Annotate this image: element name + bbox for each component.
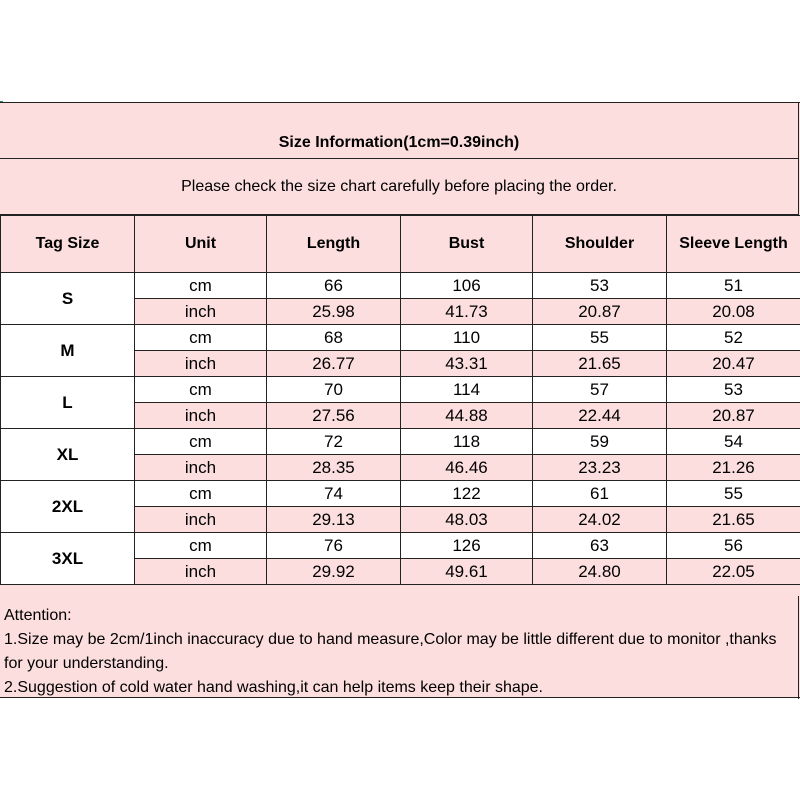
- shoulder-cell: 53: [533, 273, 667, 299]
- length-cell: 66: [267, 273, 401, 299]
- length-cell: 27.56: [267, 403, 401, 429]
- bust-cell: 43.31: [401, 351, 533, 377]
- unit-cell: inch: [135, 403, 267, 429]
- unit-cell: cm: [135, 273, 267, 299]
- unit-cell: inch: [135, 351, 267, 377]
- length-cell: 70: [267, 377, 401, 403]
- length-cell: 29.92: [267, 559, 401, 585]
- shoulder-cell: 24.02: [533, 507, 667, 533]
- unit-cell: inch: [135, 299, 267, 325]
- shoulder-cell: 23.23: [533, 455, 667, 481]
- length-cell: 68: [267, 325, 401, 351]
- unit-cell: cm: [135, 429, 267, 455]
- chart-notice: Please check the size chart carefully before placing the order.: [0, 159, 799, 215]
- table-row: [1, 325, 800, 351]
- tag-size-cell: 2XL: [1, 481, 135, 533]
- tag-size-cell: 3XL: [1, 533, 135, 585]
- unit-cell: cm: [135, 533, 267, 559]
- header-bust: Bust: [401, 216, 533, 273]
- header-shoulder: Shoulder: [533, 216, 667, 273]
- sleeve-cell: 21.65: [667, 507, 800, 533]
- unit-cell: cm: [135, 377, 267, 403]
- bust-cell: 122: [401, 481, 533, 507]
- header-length: Length: [267, 216, 401, 273]
- bust-cell: 106: [401, 273, 533, 299]
- attention-heading: Attention:: [4, 607, 72, 624]
- length-cell: 76: [267, 533, 401, 559]
- bust-cell: 49.61: [401, 559, 533, 585]
- table-row: [1, 377, 800, 403]
- length-cell: 29.13: [267, 507, 401, 533]
- shoulder-cell: 59: [533, 429, 667, 455]
- size-chart: [0, 102, 800, 698]
- shoulder-cell: 22.44: [533, 403, 667, 429]
- table-row: [1, 429, 800, 455]
- shoulder-cell: 57: [533, 377, 667, 403]
- shoulder-cell: 21.65: [533, 351, 667, 377]
- size-table: [0, 215, 800, 585]
- length-cell: 72: [267, 429, 401, 455]
- shoulder-cell: 55: [533, 325, 667, 351]
- unit-cell: inch: [135, 559, 267, 585]
- table-row: [1, 273, 800, 299]
- bust-cell: 118: [401, 429, 533, 455]
- sleeve-cell: 20.08: [667, 299, 800, 325]
- bust-cell: 41.73: [401, 299, 533, 325]
- sleeve-cell: 21.26: [667, 455, 800, 481]
- sleeve-cell: 20.87: [667, 403, 800, 429]
- bust-cell: 48.03: [401, 507, 533, 533]
- table-row: [1, 533, 800, 559]
- sleeve-cell: 54: [667, 429, 800, 455]
- header-unit: Unit: [135, 216, 267, 273]
- tag-size-cell: M: [1, 325, 135, 377]
- attention-line-2: 2.Suggestion of cold water hand washing,it can help items keep their shape.: [4, 679, 543, 696]
- sleeve-cell: 52: [667, 325, 800, 351]
- bust-cell: 110: [401, 325, 533, 351]
- bust-cell: 114: [401, 377, 533, 403]
- sleeve-cell: 53: [667, 377, 800, 403]
- unit-cell: cm: [135, 481, 267, 507]
- header-row: [1, 216, 800, 273]
- length-cell: 74: [267, 481, 401, 507]
- unit-cell: inch: [135, 507, 267, 533]
- tag-size-cell: XL: [1, 429, 135, 481]
- bust-cell: 44.88: [401, 403, 533, 429]
- tag-size-cell: L: [1, 377, 135, 429]
- sleeve-cell: 51: [667, 273, 800, 299]
- sleeve-cell: 56: [667, 533, 800, 559]
- unit-cell: cm: [135, 325, 267, 351]
- sleeve-cell: 20.47: [667, 351, 800, 377]
- unit-cell: inch: [135, 455, 267, 481]
- shoulder-cell: 63: [533, 533, 667, 559]
- bust-cell: 46.46: [401, 455, 533, 481]
- length-cell: 28.35: [267, 455, 401, 481]
- sleeve-cell: 22.05: [667, 559, 800, 585]
- shoulder-cell: 61: [533, 481, 667, 507]
- length-cell: 26.77: [267, 351, 401, 377]
- header-tag-size: Tag Size: [1, 216, 135, 273]
- shoulder-cell: 24.80: [533, 559, 667, 585]
- attention-line-1: 1.Size may be 2cm/1inch inaccuracy due to hand measure,Color may be little different due to monitor ,thanks for your understanding.: [4, 631, 777, 672]
- header-sleeve-length: Sleeve Length: [667, 216, 800, 273]
- bust-cell: 126: [401, 533, 533, 559]
- sleeve-cell: 55: [667, 481, 800, 507]
- length-cell: 25.98: [267, 299, 401, 325]
- table-row: [1, 481, 800, 507]
- chart-title: Size Information(1cm=0.39inch): [0, 103, 799, 159]
- shoulder-cell: 20.87: [533, 299, 667, 325]
- tag-size-cell: S: [1, 273, 135, 325]
- attention-note: [0, 596, 799, 699]
